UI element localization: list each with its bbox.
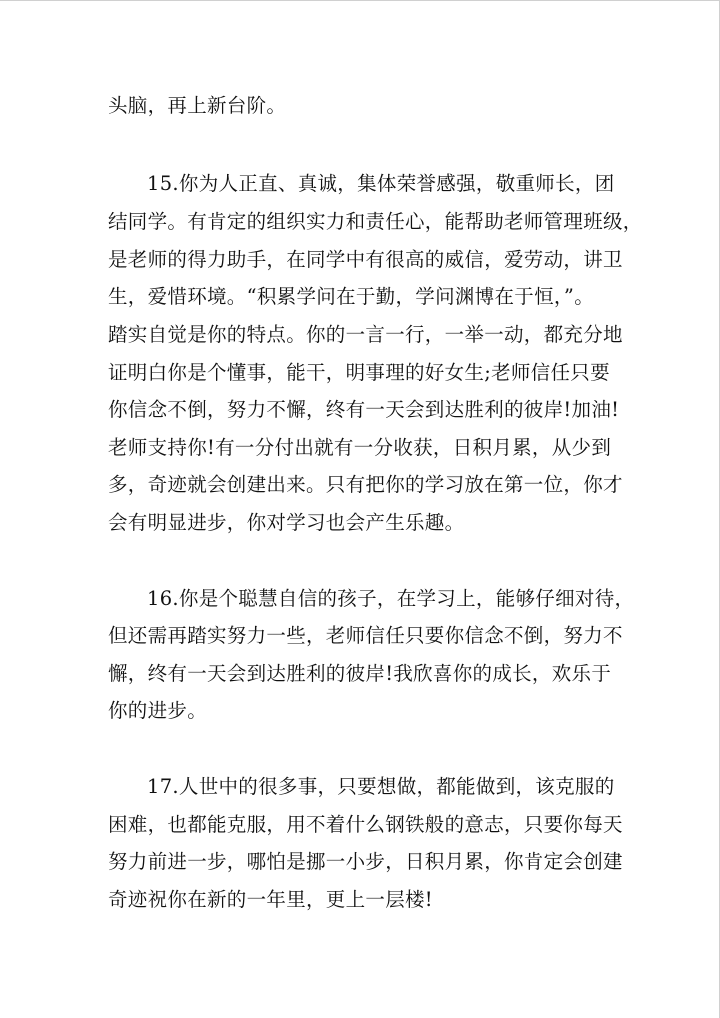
paragraph-line: 生，爱惜环境。“积累学问在于勤，学问渊博在于恒，”。 [108, 285, 594, 308]
paragraph-line: 但还需再踏实努力一些，老师信任只要你信念不倒，努力不 [108, 624, 623, 647]
paragraph-line: 懈，终有一天会到达胜利的彼岸!我欣喜你的成长，欢乐于 [108, 662, 612, 685]
paragraph-line: 16.你是个聪慧自信的孩子，在学习上，能够仔细对待， [147, 587, 635, 610]
paragraph-line: 困难，也都能克服，用不着什么钢铁般的意志，只要你每天 [108, 813, 623, 836]
paragraph-line: 多，奇迹就会创建出来。只有把你的学习放在第一位，你才 [108, 473, 623, 496]
paragraph-line: 你信念不倒，努力不懈，终有一天会到达胜利的彼岸!加油! [108, 398, 620, 421]
paragraph-line: 踏实自觉是你的特点。你的一言一行，一举一动，都充分地 [108, 323, 623, 346]
paragraph-line: 头脑，再上新台阶。 [108, 94, 287, 117]
paragraph-line: 17.人世中的很多事，只要想做，都能做到，该克服的 [147, 775, 615, 798]
paragraph-line: 15.你为人正直、真诚，集体荣誉感强，敬重师长，团 [147, 172, 615, 195]
paragraph-line: 证明白你是个懂事，能干，明事理的好女生;老师信任只要 [108, 361, 610, 384]
page-border-top [0, 0, 720, 1]
paragraph-line: 结同学。有肯定的组织实力和责任心，能帮助老师管理班级， [108, 210, 643, 233]
paragraph-line: 奇迹祝你在新的一年里，更上一层楼! [108, 888, 433, 911]
paragraph-line: 会有明显进步，你对学习也会产生乐趣。 [108, 511, 465, 534]
paragraph-line: 你的进步。 [108, 699, 208, 722]
paragraph-line: 是老师的得力助手，在同学中有很高的威信，爱劳动，讲卫 [108, 248, 623, 271]
paragraph-line: 努力前进一步，哪怕是挪一小步，日积月累，你肯定会创建 [108, 850, 623, 873]
paragraph-line: 老师支持你!有一分付出就有一分收获，日积月累，从少到 [108, 436, 612, 459]
